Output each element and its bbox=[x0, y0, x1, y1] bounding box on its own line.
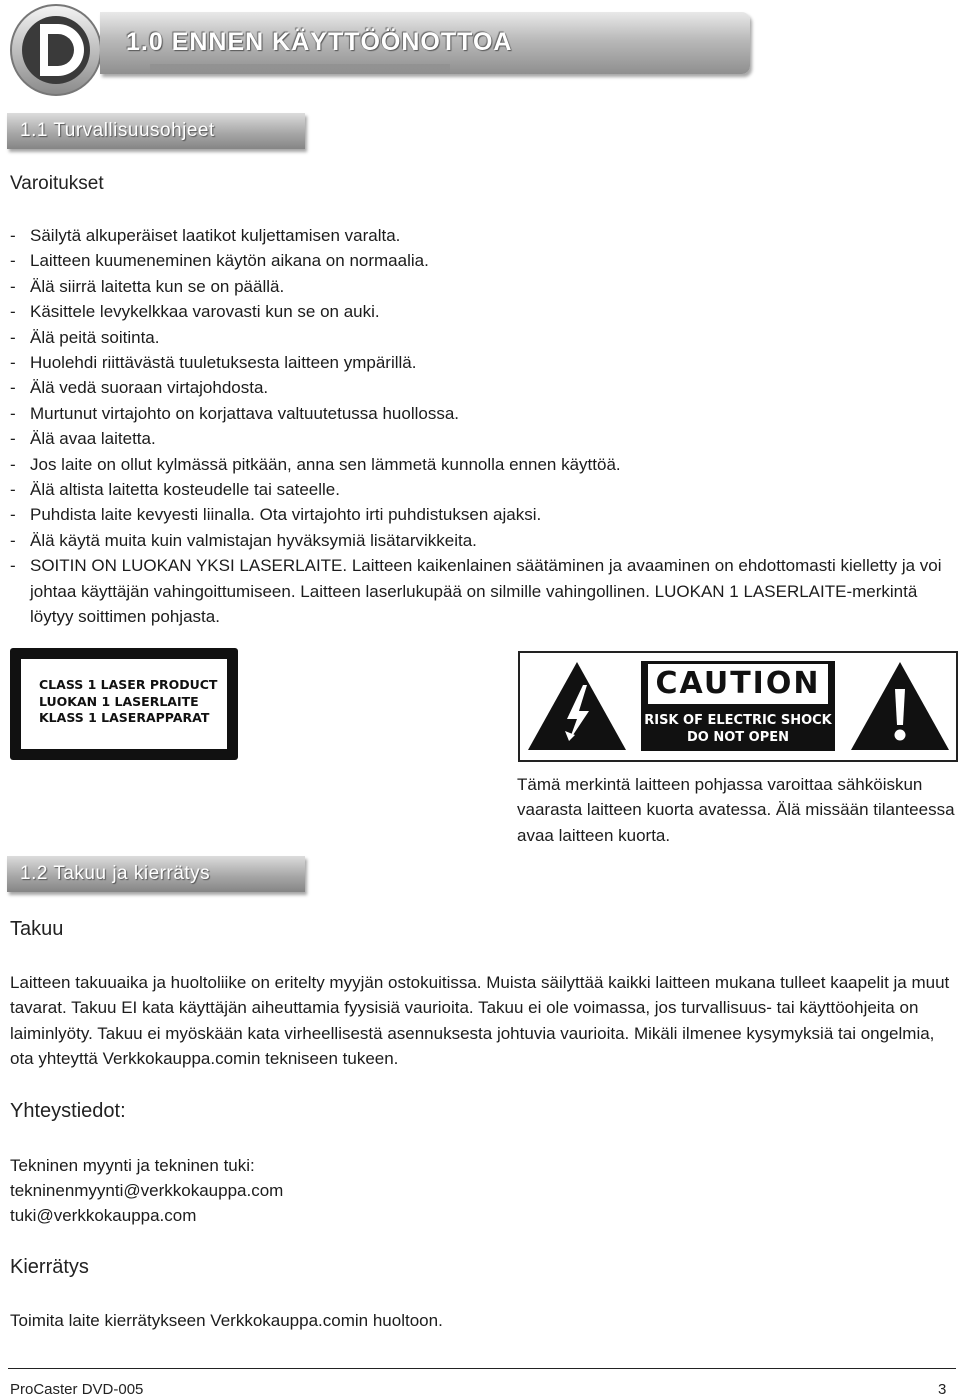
recycle-text: Toimita laite kierrätykseen Verkkokauppa.comin huoltoon. bbox=[10, 1311, 443, 1330]
contact-email-sales: tekninenmyynti@verkkokauppa.com bbox=[10, 1181, 284, 1200]
warning-list bbox=[10, 223, 955, 630]
caution-text-box bbox=[641, 661, 835, 751]
list-item: - Jos laite on ollut kylmässä pitkään, anna sen lämmetä kunnolla ennen käyttöä. bbox=[10, 452, 955, 477]
list-item: - Älä peitä soitinta. bbox=[10, 325, 955, 350]
laser-label-line: LUOKAN 1 LASERLAITE bbox=[39, 693, 199, 709]
caution-line-1: RISK OF ELECTRIC SHOCK bbox=[644, 713, 832, 728]
laser-label-line: KLASS 1 LASERAPPARAT bbox=[39, 710, 210, 725]
list-item: - Älä altista laitetta kosteudelle tai sateelle. bbox=[10, 477, 955, 502]
contact-line: Tekninen myynti ja tekninen tuki: bbox=[10, 1156, 255, 1175]
laser-class-label bbox=[10, 648, 238, 760]
section-heading-warranty: 1.2 Takuu ja kierrätys bbox=[20, 863, 211, 884]
contact-title: Yhteystiedot: bbox=[10, 1100, 126, 1122]
list-item: - Älä siirrä laitetta kun se on päällä. bbox=[10, 274, 955, 299]
list-item: - Säilytä alkuperäiset laatikot kuljettamisen varalta. bbox=[10, 223, 955, 248]
exclamation-warning-icon bbox=[848, 659, 952, 753]
page-title: 1.0 ENNEN KÄYTTÖÖNOTTOA bbox=[126, 28, 513, 56]
footer-product-name: ProCaster DVD-005 bbox=[10, 1381, 144, 1398]
list-item: - Älä vedä suoraan virtajohdosta. bbox=[10, 375, 955, 400]
title-reflection bbox=[150, 64, 450, 74]
disc-logo-icon bbox=[8, 2, 104, 98]
lightning-warning-icon bbox=[525, 659, 629, 753]
laser-label-line: CLASS 1 LASER PRODUCT bbox=[39, 677, 218, 692]
list-item: - Puhdista laite kevyesti liinalla. Ota virtajohto irti puhdistuksen ajaksi. bbox=[10, 502, 955, 527]
caution-word: CAUTION bbox=[648, 664, 828, 704]
warnings-subheading: Varoitukset bbox=[10, 173, 104, 194]
page-number: 3 bbox=[938, 1381, 947, 1398]
list-item: - Laitteen kuumeneminen käytön aikana on normaalia. bbox=[10, 248, 955, 273]
caution-line-2: DO NOT OPEN bbox=[686, 730, 790, 745]
list-item: - Älä avaa laitetta. bbox=[10, 426, 955, 451]
warranty-title: Takuu bbox=[10, 918, 64, 940]
list-item: - SOITIN ON LUOKAN YKSI LASERLAITE. Laitteen kaikenlainen säätäminen ja avaaminen on ehdottomasti kielletty ja voi johtaa käyttäjän vahingoittumiseen. Laitteen laserlukupää on silmille vahingollinen. LUOKAN 1 LASERLAITE-merkintä löytyy soittimen pohjasta. bbox=[10, 553, 955, 629]
section-heading-safety: 1.1 Turvallisuusohjeet bbox=[20, 120, 215, 141]
caution-note: Tämä merkintä laitteen pohjassa varoittaa sähköiskun vaarasta laitteen kuorta avatessa. Älä missään tilanteessa avaa laitteen kuorta. bbox=[517, 775, 955, 845]
list-item: - Huolehdi riittävästä tuuletuksesta laitteen ympärillä. bbox=[10, 350, 955, 375]
list-item: - Murtunut virtajohto on korjattava valtuutetussa huollossa. bbox=[10, 401, 955, 426]
contact-email-support: tuki@verkkokauppa.com bbox=[10, 1206, 197, 1225]
footer-divider bbox=[8, 1368, 956, 1369]
warranty-text: Laitteen takuuaika ja huoltoliike on eritelty myyjän ostokuitissa. Muista säilyttää kaikki laitteen mukana tulleet kaapelit ja muut tavarat. Takuu EI kata käyttäjän aiheuttamia fyysisiä vaurioita. Takuu ei ole voimassa, jos turvallisuus- tai käyttöohjeita on laiminlyöty. Takuu ei myöskään kata virheellisestä asennuksesta johtuvia vaurioita. Mikäli ilmenee kysymyksiä tai ongelmia, ota yhteyttä Verkkokauppa.comin tekniseen tukeen. bbox=[10, 973, 950, 1069]
recycle-title: Kierrätys bbox=[10, 1256, 89, 1278]
list-item: - Käsittele levykelkkaa varovasti kun se on auki. bbox=[10, 299, 955, 324]
list-item: - Älä käytä muita kuin valmistajan hyväksymiä lisätarvikkeita. bbox=[10, 528, 955, 553]
